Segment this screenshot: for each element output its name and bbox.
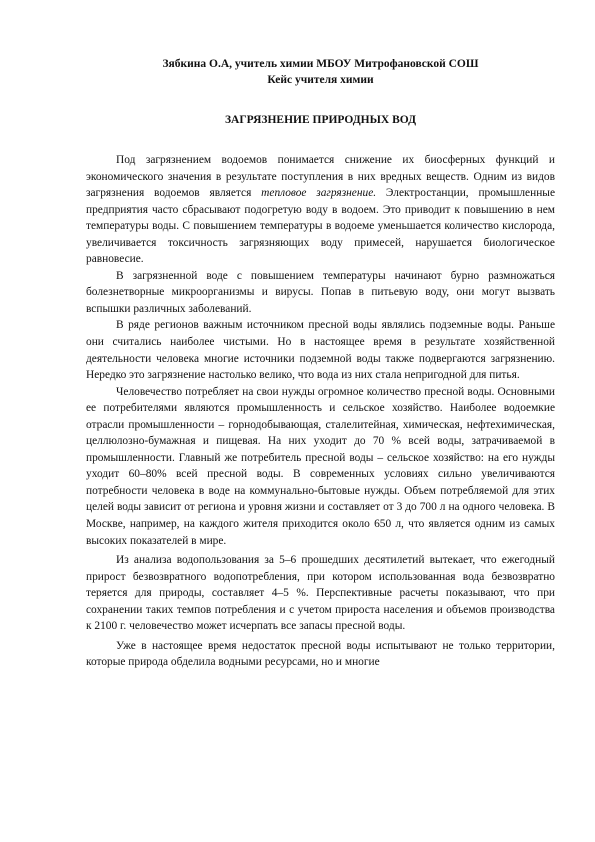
author-line: Зябкина О.А, учитель химии МБОУ Митрофановской СОШ <box>162 58 479 70</box>
document-title: ЗАГРЯЗНЕНИЕ ПРИРОДНЫХ ВОД <box>224 114 417 126</box>
paragraph-1-before: Под загрязнением водоемов понимается снижение их биосферных функций и экономического значения в результате поступления в них вредных веществ. Одним из видов загрязнения водоемов является <box>86 154 555 200</box>
document-body <box>86 152 555 671</box>
paragraph-1-after: Электростанции, промышленные предприятия часто сбрасывают подогретую воду в водоем. Это приводит к повышению в нем температуры воды. С повышением температуры в водоеме уменьшается количество кислорода, увеличивается токсичность загрязняющих воду примесей, нарушается биологическое равновесие. <box>86 187 556 266</box>
paragraph-4: Человечество потребляет на свои нужды огромное количество пресной воды. Основными ее потребителями являются промышленность и сельское хозяйство. Наиболее водоемкие отрасли промышленности – горнодобывающая, сталелитейная, химическая, нефтехимическая, целлюлозно-бумажная и пищевая. На них уходит до 70 % всей воды, затрачиваемой в промышленности. Главный же потребитель пресной воды – сельское хозяйство: на его нужды уходит 60–80% всей пресной воды. В современных условиях сильно увеличиваются потребности человека в воде на коммунально-бытовые нужды. Объем потребляемой для этих целей воды зависит от региона и уровня жизни и составляет от 3 до 700 л на одного человека. В Москве, например, на каждого жителя приходится около 650 л, что является одним из самых высоких показателей в мире. <box>86 385 555 547</box>
paragraph-2: В загрязненной воде с повышением температуры начинают бурно размножаться болезнетворные микроорганизмы и вирусы. Попав в питьевую воду, они могут вызвать вспышки различных заболеваний. <box>86 269 555 315</box>
paragraph-1 <box>86 152 555 268</box>
paragraph-6: Уже в настоящее время недостаток пресной воды испытывают не только территории, которые природа обделила водными ресурсами, но и многие <box>86 639 555 669</box>
document-header <box>86 56 555 88</box>
paragraph-3: В ряде регионов важным источником пресной воды являлись подземные воды. Раньше они считались наиболее чистыми. Но в настоящее время в результате хозяйственной деятельности человека многие источники подземной воды также подвергаются загрязнению. Нередко это загрязнение настолько велико, что вода из них стала непригодной для питья. <box>86 319 555 382</box>
case-line: Кейс учителя химии <box>267 74 374 86</box>
paragraph-1-emphasis: тепловое загрязнение. <box>261 187 377 200</box>
paragraph-5: Из анализа водопользования за 5–6 прошедших десятилетий вытекает, что ежегодный прирост безвозвратного водопотребления, при котором использованная вода безвозвратно теряется для природы, составляет 4–5 %. Перспективные расчеты показывают, что при сохранении таких темпов потребления и с учетом прироста населения и объемов производства к 2100 г. человечество может исчерпать все запасы пресной воды. <box>86 554 555 633</box>
